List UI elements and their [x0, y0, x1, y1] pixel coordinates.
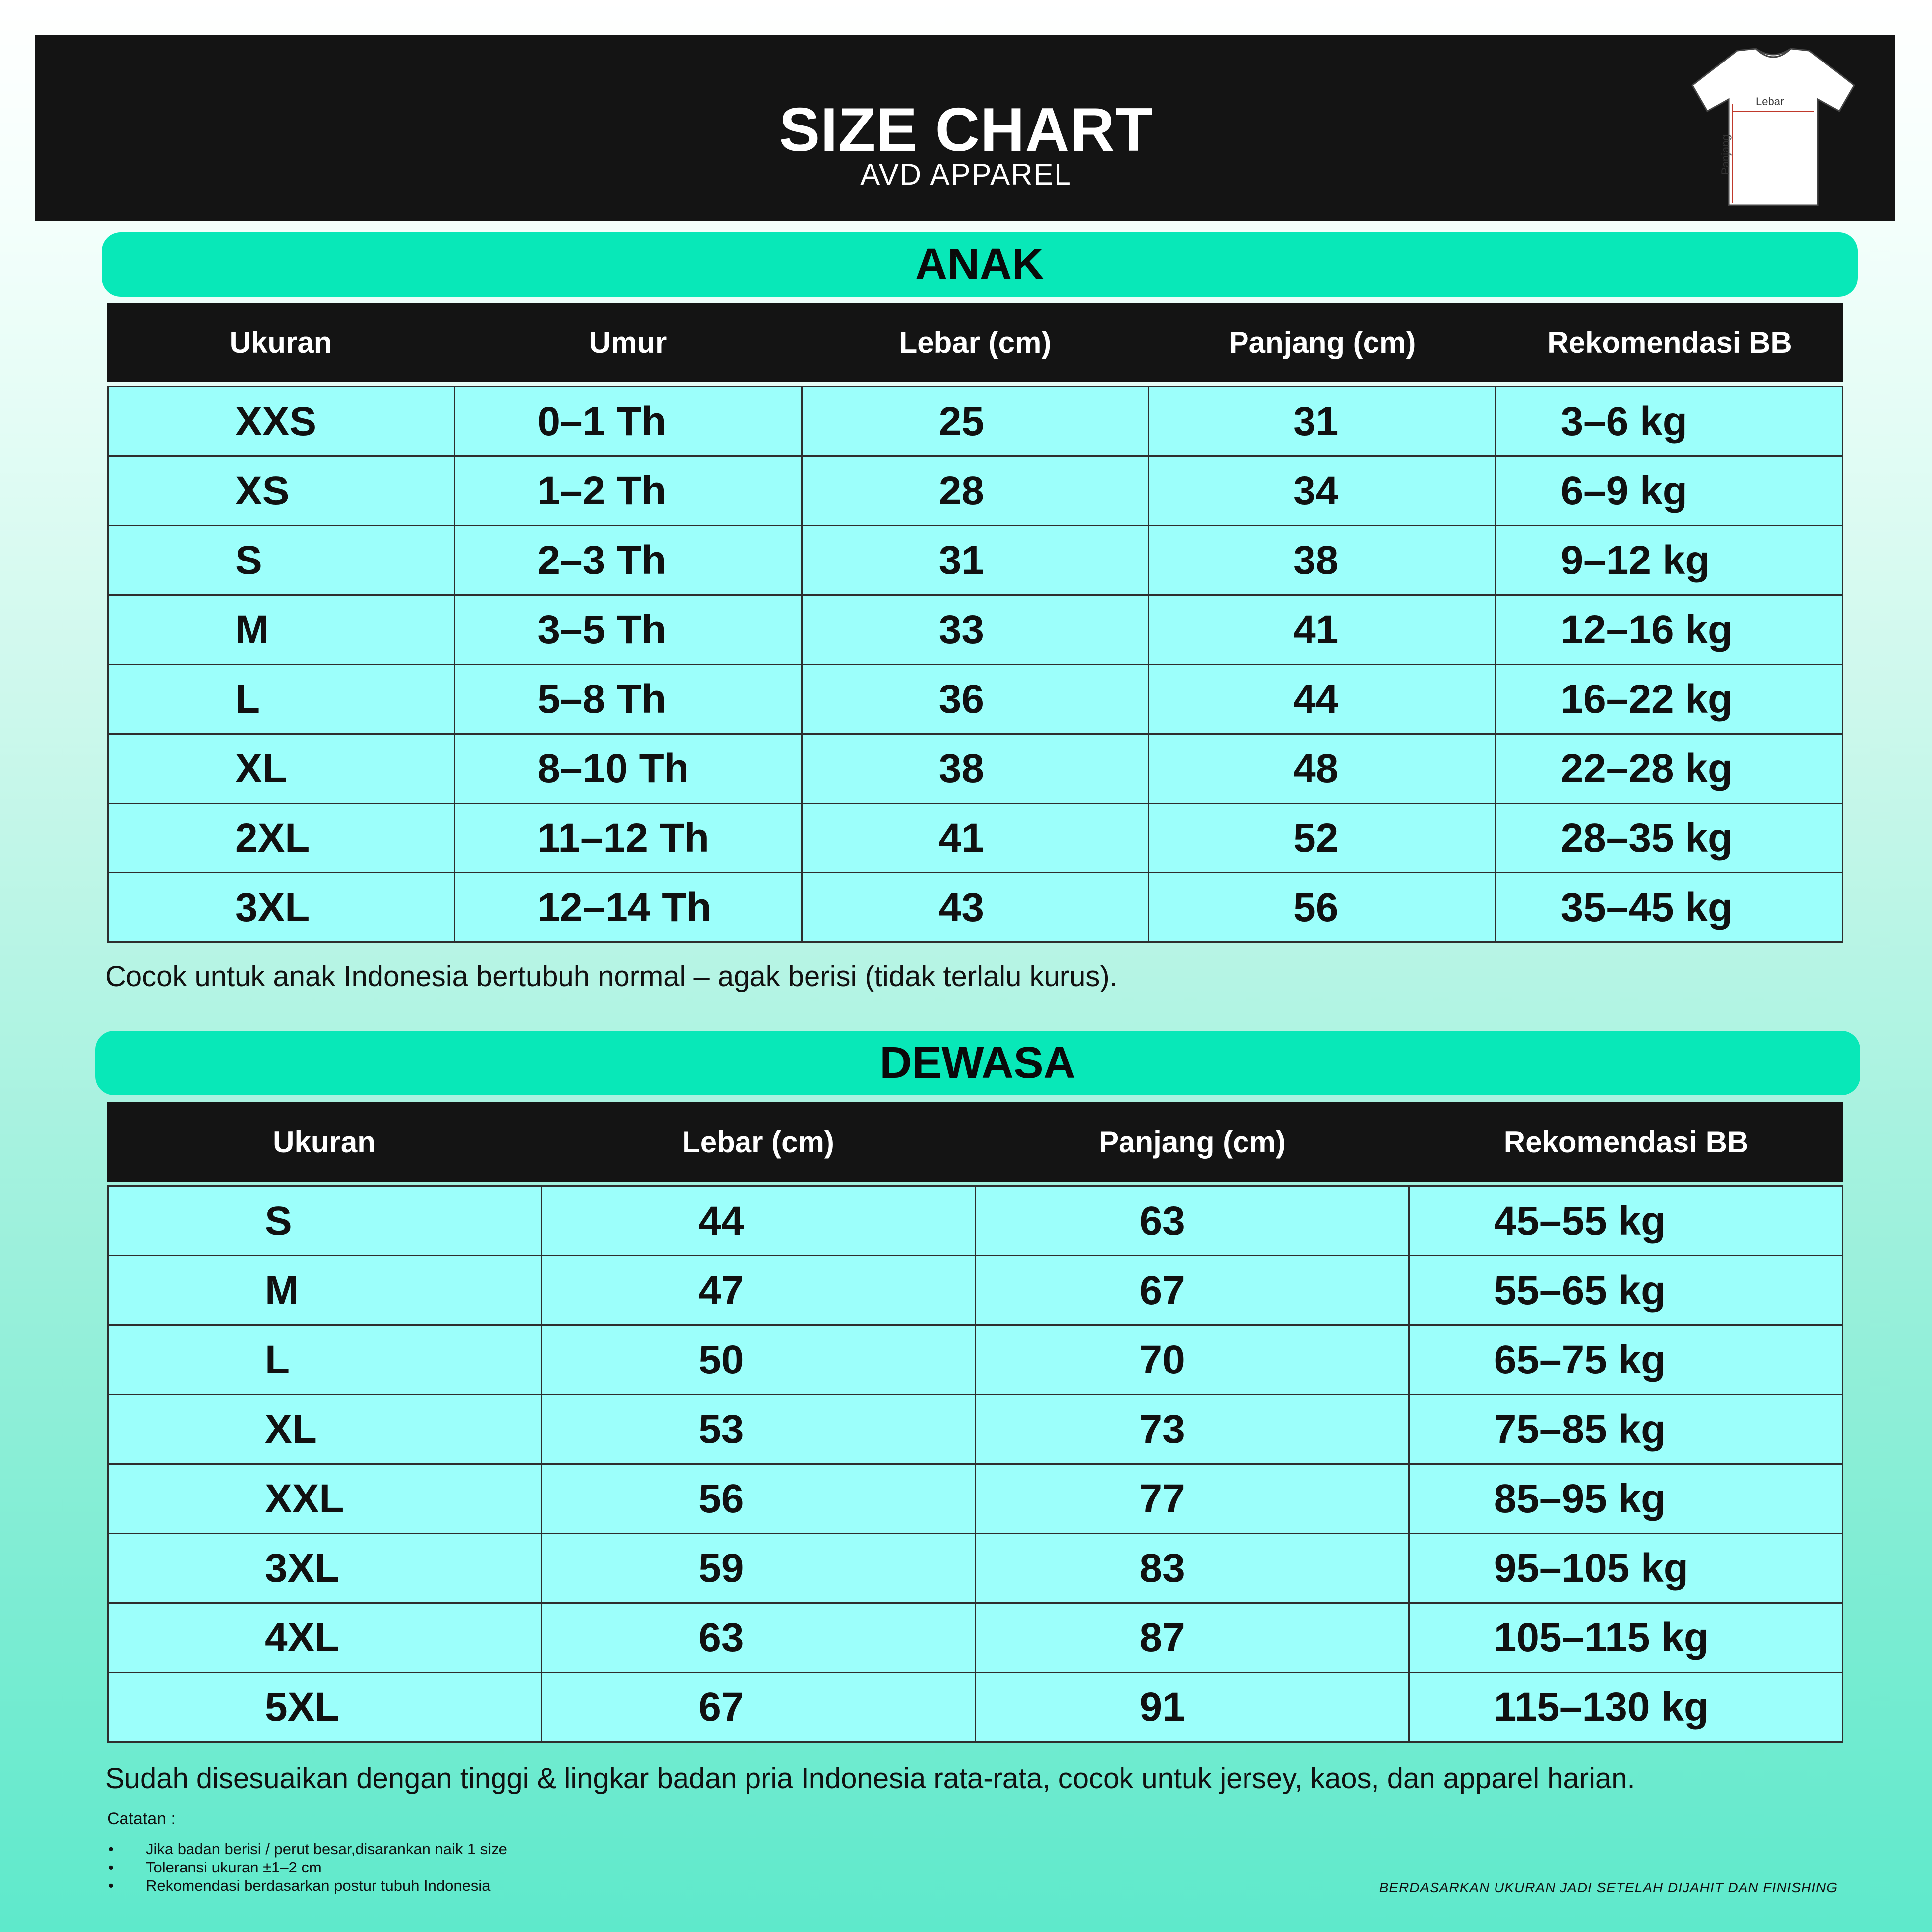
table-cell: 35–45 kg: [1496, 873, 1842, 942]
table-cell: 28–35 kg: [1496, 804, 1842, 873]
table-cell: 11–12 Th: [455, 804, 802, 873]
dewasa-col-panjang: Panjang (cm): [1099, 1125, 1286, 1159]
table-cell: 3XL: [108, 1534, 542, 1603]
table-cell: 115–130 kg: [1409, 1673, 1842, 1742]
page-title: SIZE CHART: [779, 96, 1153, 164]
table-cell: XL: [108, 1395, 542, 1464]
table-cell: 8–10 Th: [455, 734, 802, 804]
table-row: [108, 734, 1843, 804]
table-cell: 56: [1149, 873, 1496, 942]
table-cell: 41: [802, 804, 1148, 873]
table-cell: 48: [1149, 734, 1496, 804]
table-cell: 75–85 kg: [1409, 1395, 1842, 1464]
catatan-item: • Jika badan berisi / perut besar,disarankan naik 1 size: [107, 1840, 507, 1859]
table-row: [108, 1325, 1843, 1395]
anak-col-umur: Umur: [589, 325, 667, 359]
table-row: [108, 1603, 1843, 1673]
catatan-item: • Rekomendasi berdasarkan postur tubuh Indonesia: [107, 1877, 507, 1895]
table-cell: 56: [542, 1464, 975, 1534]
table-row: [108, 665, 1843, 734]
table-row: [108, 1673, 1843, 1742]
table-cell: 67: [542, 1673, 975, 1742]
table-row: [108, 1186, 1843, 1256]
dewasa-col-lebar: Lebar (cm): [682, 1125, 834, 1159]
table-cell: 105–115 kg: [1409, 1603, 1842, 1673]
table-cell: 63: [542, 1603, 975, 1673]
table-row: [108, 804, 1843, 873]
anak-note: Cocok untuk anak Indonesia bertubuh normal – agak berisi (tidak terlalu kurus).: [105, 960, 1118, 993]
table-cell: 73: [975, 1395, 1409, 1464]
table-cell: M: [108, 1256, 542, 1325]
table-cell: 55–65 kg: [1409, 1256, 1842, 1325]
anak-table-header: [107, 303, 1843, 382]
table-cell: 3XL: [108, 873, 455, 942]
anak-col-ukuran: Ukuran: [229, 325, 332, 359]
anak-col-lebar: Lebar (cm): [899, 325, 1052, 359]
table-cell: 3–6 kg: [1496, 387, 1842, 456]
table-cell: 31: [802, 526, 1148, 595]
section-dewasa-title: DEWASA: [879, 1038, 1076, 1088]
table-row: [108, 873, 1843, 942]
catatan-item: • Toleransi ukuran ±1–2 cm: [107, 1859, 507, 1877]
table-cell: 77: [975, 1464, 1409, 1534]
table-cell: 22–28 kg: [1496, 734, 1842, 804]
table-row: [108, 1256, 1843, 1325]
table-cell: 28: [802, 456, 1148, 526]
table-cell: 6–9 kg: [1496, 456, 1842, 526]
table-row: [108, 387, 1843, 456]
section-anak-band: [102, 232, 1858, 297]
table-cell: 2XL: [108, 804, 455, 873]
table-cell: 65–75 kg: [1409, 1325, 1842, 1395]
section-anak-title: ANAK: [915, 239, 1044, 289]
table-cell: 36: [802, 665, 1148, 734]
tshirt-measure-icon: [1682, 46, 1865, 209]
table-cell: XL: [108, 734, 455, 804]
table-cell: 47: [542, 1256, 975, 1325]
table-cell: 53: [542, 1395, 975, 1464]
table-cell: 12–16 kg: [1496, 595, 1842, 665]
table-row: [108, 1395, 1843, 1464]
table-cell: 25: [802, 387, 1148, 456]
table-cell: 44: [1149, 665, 1496, 734]
table-cell: 52: [1149, 804, 1496, 873]
table-cell: 59: [542, 1534, 975, 1603]
table-cell: 83: [975, 1534, 1409, 1603]
shirt-length-label: Panjang: [1719, 134, 1732, 175]
table-cell: 5–8 Th: [455, 665, 802, 734]
finishing-note: BERDASARKAN UKURAN JADI SETELAH DIJAHIT DAN FINISHING: [1379, 1880, 1838, 1895]
catatan-list: [107, 1840, 507, 1895]
table-cell: L: [108, 665, 455, 734]
dewasa-table-header: [107, 1102, 1843, 1182]
table-cell: 3–5 Th: [455, 595, 802, 665]
table-cell: 38: [802, 734, 1148, 804]
table-cell: 41: [1149, 595, 1496, 665]
table-cell: M: [108, 595, 455, 665]
table-cell: 43: [802, 873, 1148, 942]
section-dewasa-band: [95, 1031, 1860, 1095]
table-cell: 87: [975, 1603, 1409, 1673]
table-cell: 0–1 Th: [455, 387, 802, 456]
table-row: [108, 595, 1843, 665]
table-cell: 67: [975, 1256, 1409, 1325]
table-cell: 12–14 Th: [455, 873, 802, 942]
dewasa-col-bb: Rekomendasi BB: [1503, 1125, 1749, 1159]
table-cell: 63: [975, 1186, 1409, 1256]
dewasa-note: Sudah disesuaikan dengan tinggi & lingkar badan pria Indonesia rata-rata, cocok untuk jersey, kaos, dan apparel harian.: [105, 1762, 1635, 1795]
table-cell: 9–12 kg: [1496, 526, 1842, 595]
anak-col-panjang: Panjang (cm): [1229, 325, 1416, 359]
table-cell: 70: [975, 1325, 1409, 1395]
table-cell: 1–2 Th: [455, 456, 802, 526]
table-cell: 2–3 Th: [455, 526, 802, 595]
table-cell: 95–105 kg: [1409, 1534, 1842, 1603]
table-cell: S: [108, 526, 455, 595]
table-cell: 33: [802, 595, 1148, 665]
table-cell: L: [108, 1325, 542, 1395]
table-cell: XXL: [108, 1464, 542, 1534]
table-cell: 50: [542, 1325, 975, 1395]
table-row: [108, 526, 1843, 595]
table-cell: 91: [975, 1673, 1409, 1742]
table-cell: 31: [1149, 387, 1496, 456]
table-cell: 5XL: [108, 1673, 542, 1742]
table-row: [108, 1534, 1843, 1603]
table-cell: XXS: [108, 387, 455, 456]
table-cell: 45–55 kg: [1409, 1186, 1842, 1256]
brand-subtitle: AVD APPAREL: [860, 158, 1072, 191]
dewasa-table: [107, 1185, 1843, 1743]
shirt-width-label: Lebar: [1756, 95, 1784, 108]
anak-col-bb: Rekomendasi BB: [1547, 325, 1792, 359]
table-row: [108, 456, 1843, 526]
table-cell: S: [108, 1186, 542, 1256]
catatan-label: Catatan :: [107, 1809, 176, 1828]
dewasa-col-ukuran: Ukuran: [273, 1125, 375, 1159]
table-cell: 16–22 kg: [1496, 665, 1842, 734]
table-cell: 85–95 kg: [1409, 1464, 1842, 1534]
anak-table: [107, 386, 1843, 943]
table-cell: 4XL: [108, 1603, 542, 1673]
table-cell: 44: [542, 1186, 975, 1256]
table-cell: 38: [1149, 526, 1496, 595]
table-cell: XS: [108, 456, 455, 526]
table-row: [108, 1464, 1843, 1534]
table-cell: 34: [1149, 456, 1496, 526]
